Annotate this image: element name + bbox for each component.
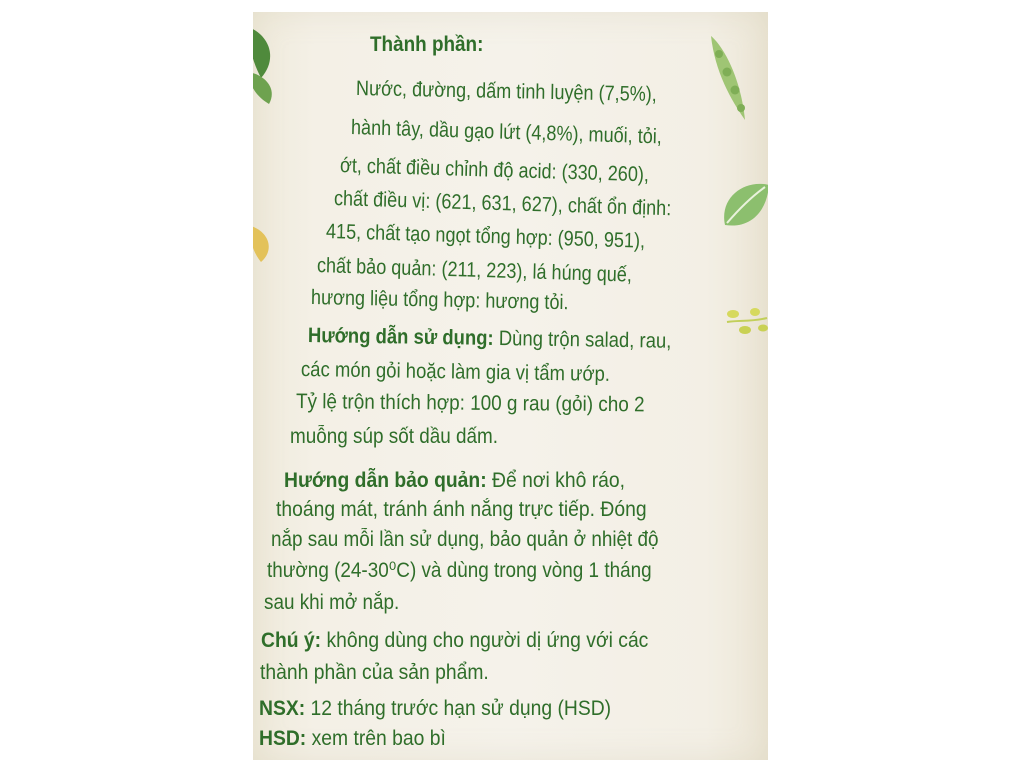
hsd-text: xem trên bao bì (306, 727, 446, 750)
storage-paragraph (284, 468, 625, 494)
usage-heading: Hướng dẫn sử dụng: (307, 324, 494, 350)
nsx-line (259, 696, 611, 722)
nsx-heading: NSX: (259, 697, 306, 720)
label-text (253, 12, 768, 760)
nsx-text: 12 tháng trước hạn sử dụng (HSD) (305, 697, 612, 720)
ratio-line: Tỷ lệ trộn thích hợp: 100 g rau (gỏi) cho 2 (295, 390, 645, 417)
usage-paragraph (308, 323, 672, 355)
note-paragraph (261, 628, 648, 654)
usage-text: Dùng trộn salad, rau, (493, 326, 672, 353)
ingredients-heading: Thành phần: (370, 33, 484, 56)
storage-text: Để nơi khô ráo, (486, 469, 625, 492)
storage-line: nắp sau mỗi lần sử dụng, bảo quản ở nhiệt độ (271, 528, 659, 551)
note-line: thành phần của sản phẩm. (260, 661, 489, 684)
ingredients-line: chất bảo quản: (211, 223), lá húng quế, (316, 254, 633, 287)
note-text: không dùng cho người dị ứng với các (321, 629, 649, 652)
storage-line: thường (24-30⁰C) và dùng trong vòng 1 tháng (267, 559, 652, 582)
ingredients-line: ớt, chất điều chỉnh độ acid: (330, 260), (339, 154, 650, 187)
storage-line: thoáng mát, tránh ánh nắng trực tiếp. Đóng (276, 498, 647, 521)
ratio-line: muỗng súp sốt dầu dấm. (290, 425, 499, 448)
product-label (253, 12, 768, 760)
ingredients-line: Nước, đường, dấm tinh luyện (7,5%), (355, 77, 657, 107)
ingredients-line: hành tây, dầu gạo lứt (4,8%), muối, tỏi, (350, 116, 663, 149)
hsd-heading: HSD: (259, 727, 307, 750)
ingredients-line: 415, chất tạo ngọt tổng hợp: (950, 951), (325, 220, 646, 253)
note-heading: Chú ý: (261, 629, 322, 652)
storage-line: sau khi mở nắp. (264, 591, 400, 614)
ingredients-line: hương liệu tổng hợp: hương tỏi. (310, 286, 569, 315)
usage-line: các món gỏi hoặc làm gia vị tẩm ướp. (300, 358, 611, 386)
ingredients-line: chất điều vị: (621, 631, 627), chất ổn định: (333, 187, 672, 221)
storage-heading: Hướng dẫn bảo quản: (284, 469, 487, 492)
hsd-line (259, 726, 446, 752)
